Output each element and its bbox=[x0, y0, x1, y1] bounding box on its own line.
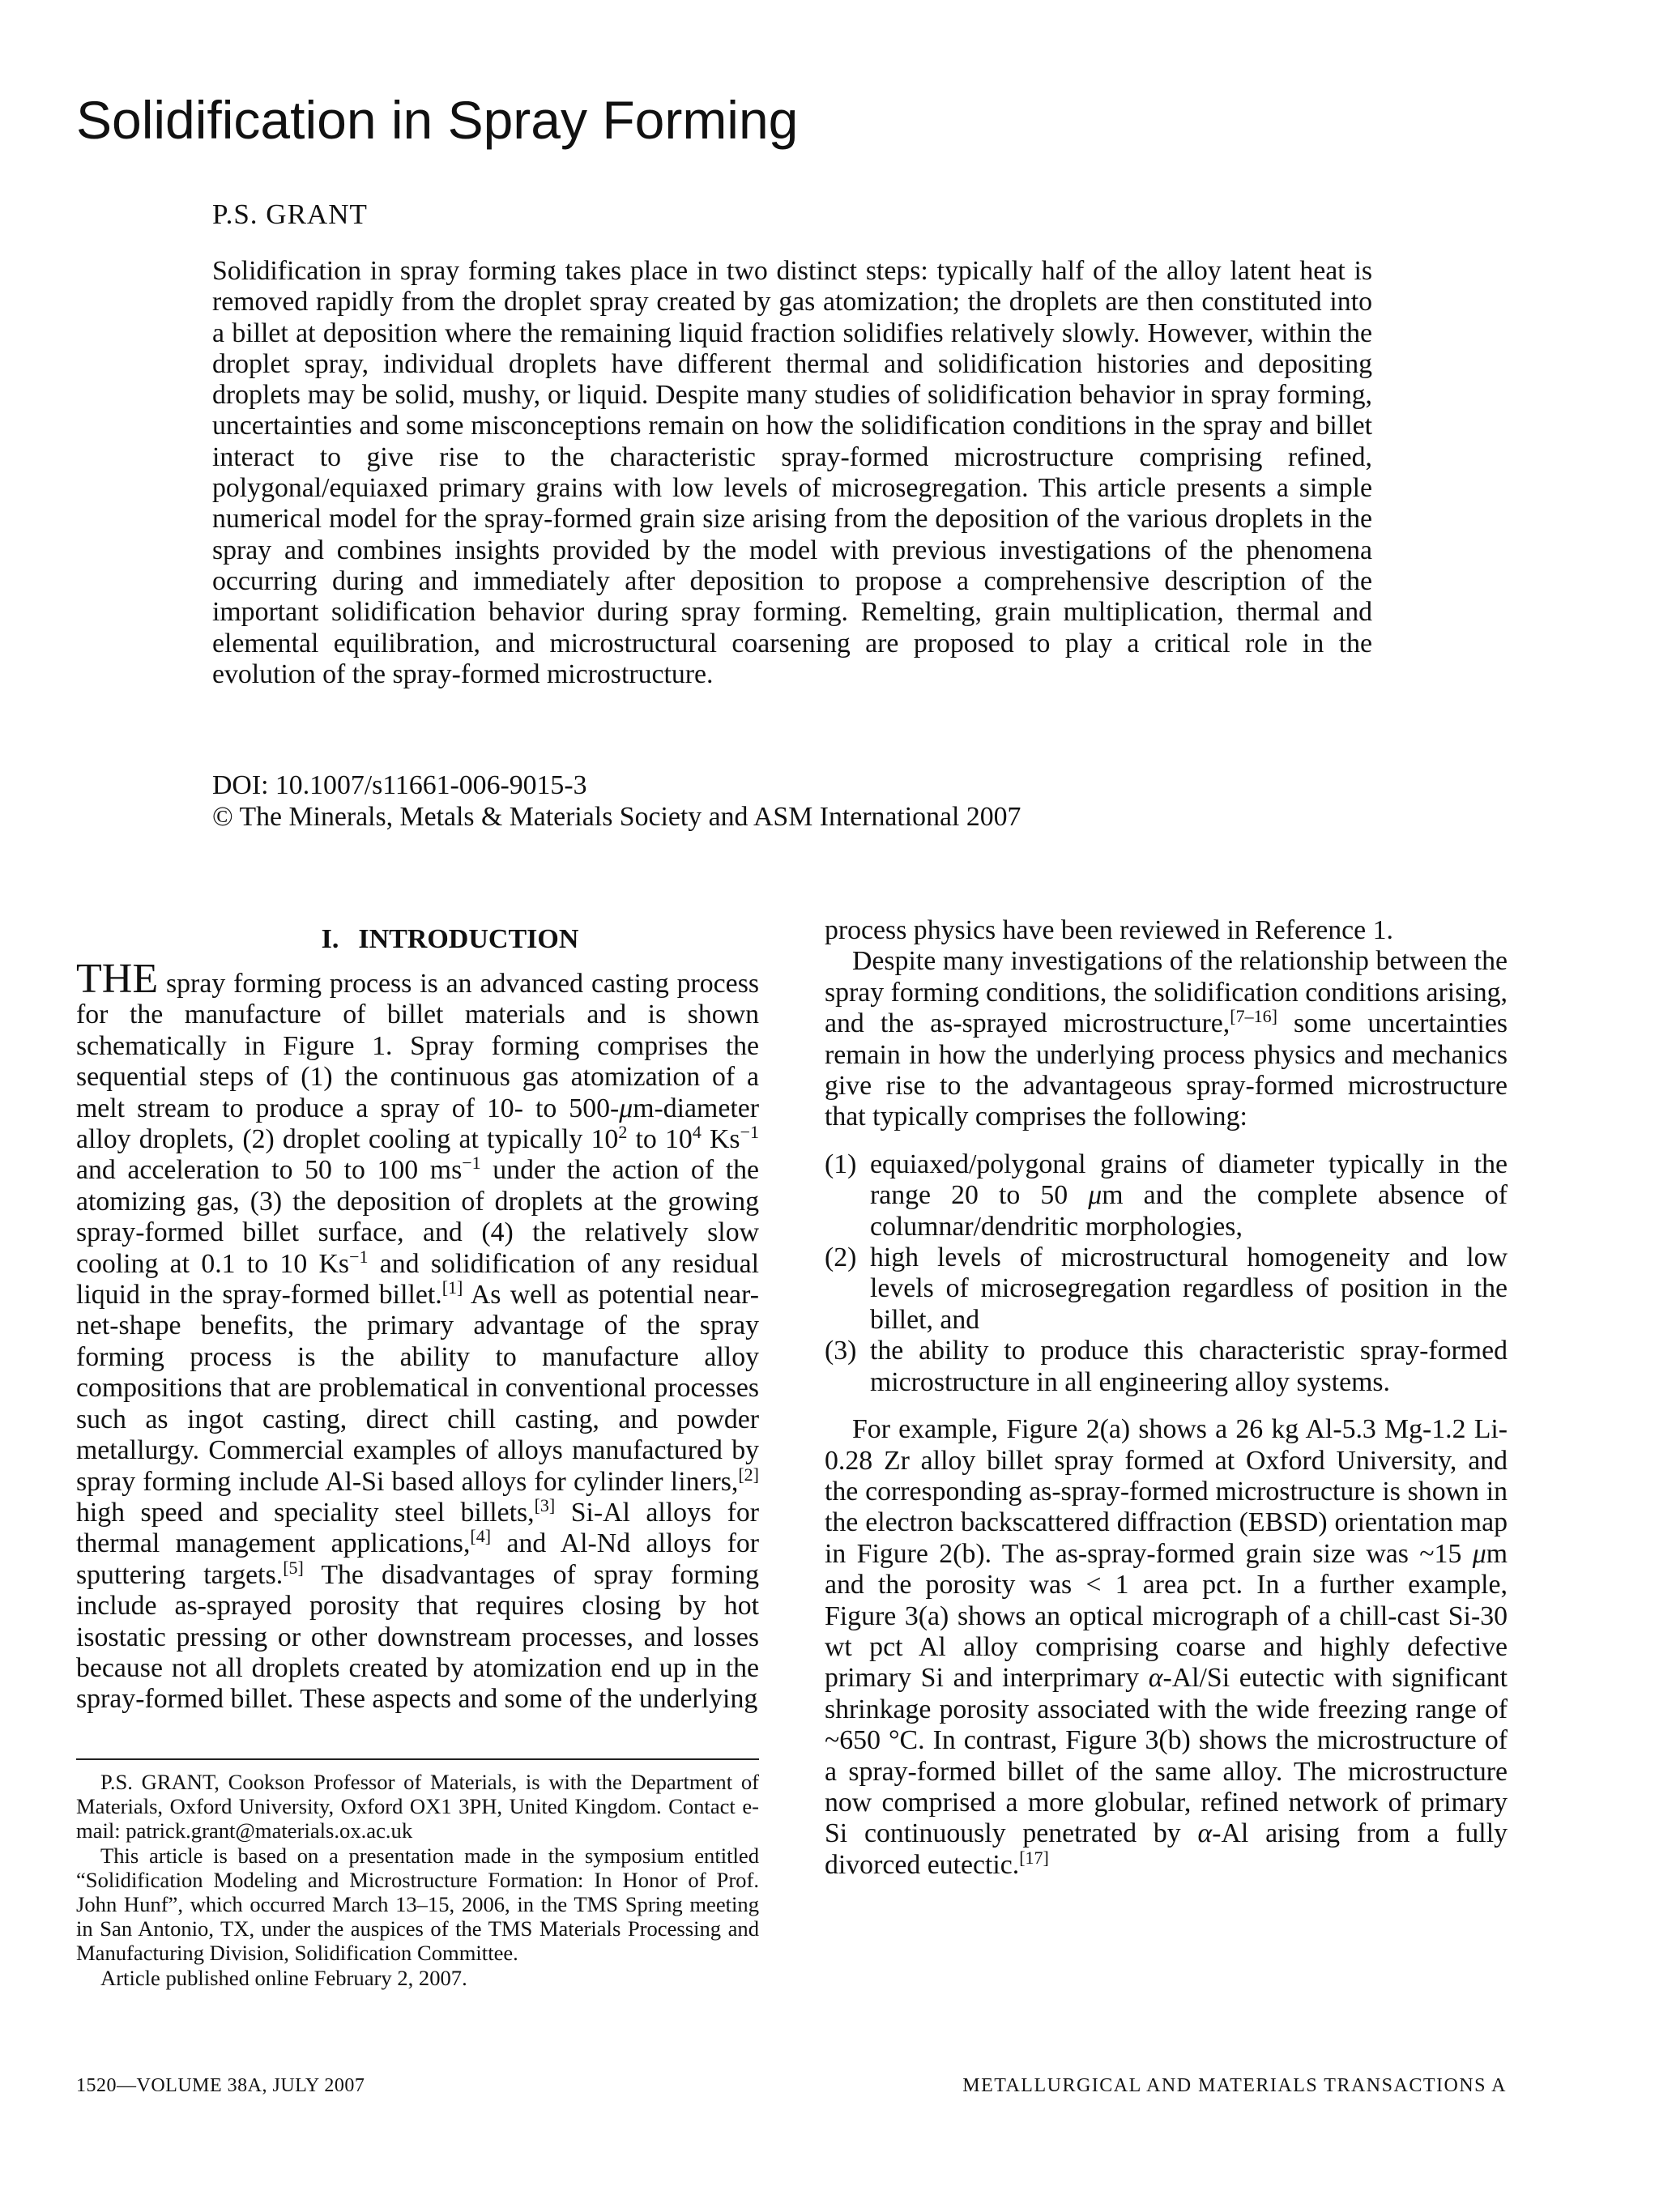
citation-17[interactable]: [17] bbox=[1019, 1847, 1049, 1868]
intro-paragraph-2: Despite many investigations of the relationship between the spray forming conditions, the solidification conditions arising, and the as-sprayed microstructure,[7–16] some uncertainties remain in how the underlying process physics and mechanics give rise to the advantageous spray-formed microstructure that typically comprises the following: bbox=[825, 946, 1508, 1132]
citation-5[interactable]: [5] bbox=[283, 1557, 304, 1578]
footnote-published: Article published online February 2, 2007. bbox=[100, 1965, 467, 1990]
abstract: Solidification in spray forming takes place in two distinct steps: typically half of the alloy latent heat is removed rapidly from the droplet spray created by gas atomization; the droplets are then constituted into a billet at deposition where the remaining liquid fraction solidifies relatively slowly. However, within the droplet spray, individual droplets have different thermal and solidification histories and depositing droplets may be solid, mushy, or liquid. Despite many studies of solidification behavior in spray forming, uncertainties and some misconceptions remain on how the solidification conditions in the spray and billet interact to give rise to the characteristic spray-formed microstructure comprising refined, polygonal/equiaxed primary grains with low levels of microsegregation. This article presents a simple numerical model for the spray-formed grain size arising from the deposition of the various droplets in the spray and combines insights provided by the model with previous investigations of the phenomena occurring during and immediately after deposition to propose a comprehensive description of the important solidification behavior during spray forming. Remelting, grain multiplication, thermal and elemental equilibration, and microstructural coarsening are proposed to play a critical role in the evolution of the spray-formed microstructure. bbox=[212, 256, 1372, 689]
feature-list bbox=[825, 1149, 1508, 1398]
footnote-symposium: This article is based on a presentation made in the symposium entitled “Solidification Modeling and Microstructure Formation: In Honor of Prof. John Hunf”, which occurred March 13–15, 2006, in the TMS Spring meeting in San Antonio, TX, under the auspices of the TMS Materials Processing and Manufacturing Division, Solidification Committee. bbox=[76, 1843, 759, 1966]
footer-journal: METALLURGICAL AND MATERIALS TRANSACTIONS A bbox=[962, 2075, 1507, 2096]
intro-paragraph-3: For example, Figure 2(a) shows a 26 kg Al-5.3 Mg-1.2 Li-0.28 Zr alloy billet spray formed at Oxford University, and the corresponding as-spray-formed microstructure is shown in the electron backscattered diffraction (EBSD) orientation map in Figure 2(b). The as-spray-formed grain size was ~15 μm and the porosity was < 1 area pct. In a further example, Figure 3(a) shows an optical micrograph of a chill-cast Si-30 wt pct Al alloy comprising coarse and highly defective primary Si and interprimary α-Al/Si eutectic with significant shrinkage porosity associated with the wide freezing range of ~650 °C. In contrast, Figure 3(b) shows the microstructure of a spray-formed billet of the same alloy. The microstructure now comprised a more globular, refined network of primary Si continuously penetrated by α-Al arising from a fully divorced eutectic.[17] bbox=[825, 1414, 1508, 1880]
copyright-line: © The Minerals, Metals & Materials Society and ASM International 2007 bbox=[212, 802, 1021, 832]
mu-symbol: μ bbox=[619, 1093, 633, 1123]
drop-cap: THE bbox=[76, 956, 159, 1002]
footer-volume: 1520—VOLUME 38A, JULY 2007 bbox=[76, 2075, 365, 2096]
author-name: P.S. GRANT bbox=[212, 198, 368, 230]
citation-4[interactable]: [4] bbox=[470, 1526, 492, 1547]
citation-7-16[interactable]: [7–16] bbox=[1230, 1006, 1277, 1027]
left-column bbox=[76, 915, 759, 1715]
section-heading bbox=[76, 915, 759, 964]
intro-paragraph-1-continued: process physics have been reviewed in Reference 1. bbox=[825, 915, 1393, 945]
list-item: (2) high levels of microstructural homogeneity and low levels of microsegregation regardless of position in the billet, and bbox=[825, 1242, 1508, 1335]
section-title: INTRODUCTION bbox=[358, 924, 579, 954]
citation-2[interactable]: [2] bbox=[738, 1464, 759, 1485]
list-item: (1) equiaxed/polygonal grains of diameter typically in the range 20 to 50 μm and the complete absence of columnar/dendritic morphologies, bbox=[825, 1149, 1508, 1242]
intro-paragraph-1: THE spray forming process is an advanced casting process for the manufacture of billet materials and is shown schematically in Figure 1. Spray forming comprises the sequential steps of (1) the continuous gas atomization of a melt stream to produce a spray of 10- to 500-μm-diameter alloy droplets, (2) droplet cooling at typically $10^2$ to $10^4$ $Ks^{-1}$ and acceleration to 50 to 100 $ms^{-1}$ under the action of the atomizing gas, (3) the deposition of droplets at the growing spray-formed billet surface, and (4) the relatively slow cooling at 0.1 to 10 $Ks^{-1}$ and solidification of any residual liquid in the spray-formed billet.[1] As well as potential near-net-shape benefits, the primary advantage of the spray forming process is the ability to manufacture alloy compositions that are problematical in conventional processes such as ingot casting, direct chill casting, and powder metallurgy. Commercial examples of alloys manufactured by spray forming include Al-Si based alloys for cylinder liners,[2] high speed and speciality steel billets,[3] Si-Al alloys for thermal management applications,[4] and Al-Nd alloys for sputtering targets.[5] The disadvantages of spray forming include as-sprayed porosity that requires closing by hot isostatic pressing or other downstream processes, and losses because not all droplets created by atomization end up in the spray-formed billet. These aspects and some of the underlying bbox=[76, 956, 760, 1715]
citation-1[interactable]: [1] bbox=[441, 1277, 463, 1298]
list-item: (3) the ability to produce this characteristic spray-formed microstructure in all engineering alloy systems. bbox=[825, 1336, 1508, 1397]
doi-line[interactable]: DOI: 10.1007/s11661-006-9015-3 bbox=[212, 770, 587, 800]
citation-3[interactable]: [3] bbox=[534, 1494, 556, 1515]
footnote-author: P.S. GRANT, Cookson Professor of Materials, is with the Department of Materials, Oxford University, Oxford OX1 3PH, United Kingdom. Contact e-mail: patrick.grant@materials.ox.ac.uk bbox=[76, 1770, 759, 1843]
footnote-rule bbox=[76, 1758, 759, 1760]
section-number: I. bbox=[321, 924, 339, 954]
footnotes bbox=[76, 1770, 759, 1990]
article-title: Solidification in Spray Forming bbox=[76, 90, 799, 150]
right-column bbox=[825, 915, 1508, 1881]
